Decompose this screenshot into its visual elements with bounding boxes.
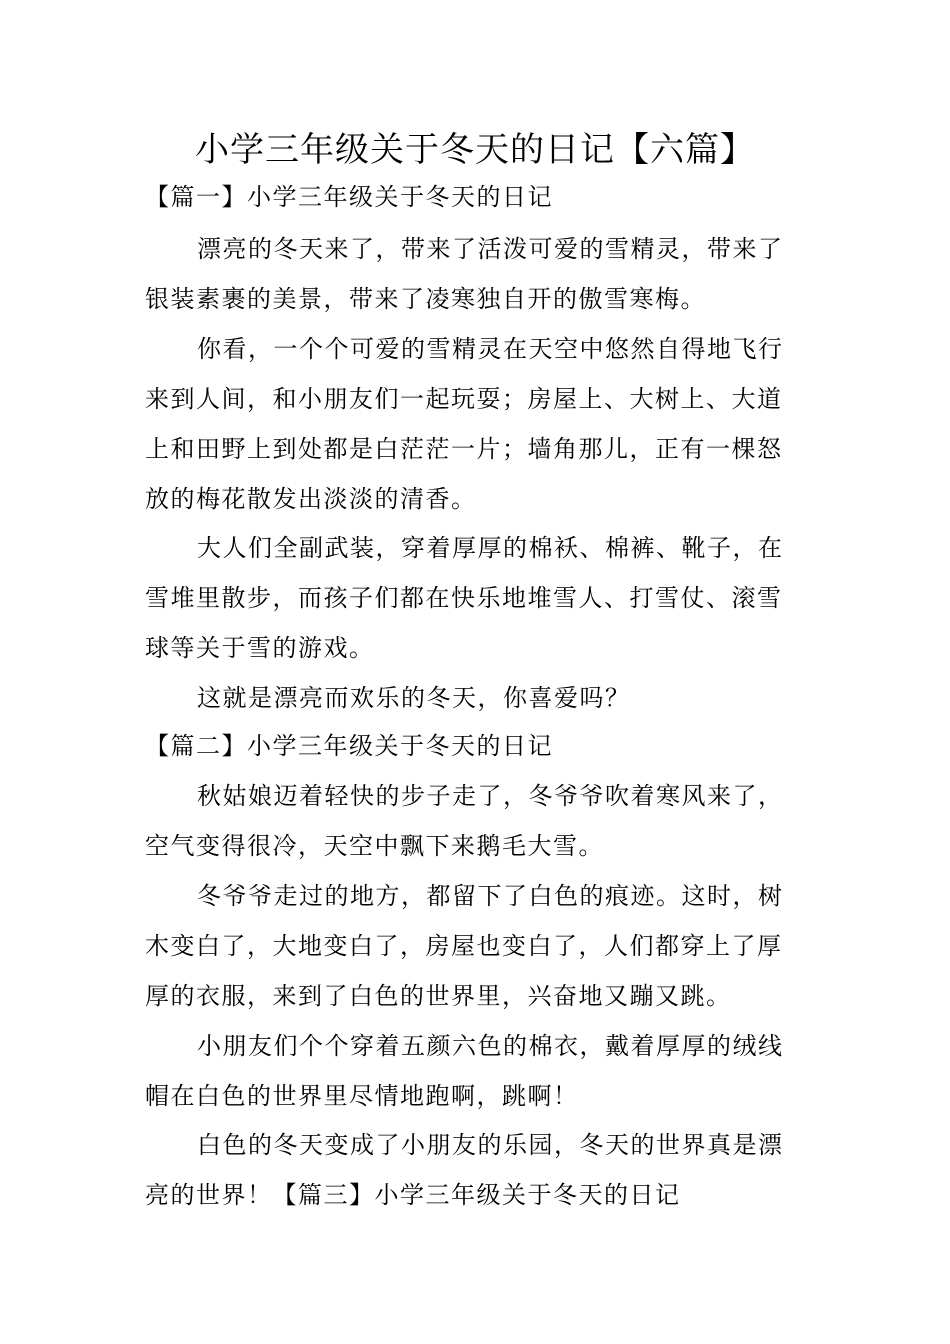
text-line: 你看，一个个可爱的雪精灵在天空中悠然自得地飞行 [197, 335, 784, 363]
text-line: 来到人间，和小朋友们一起玩耍；房屋上、大树上、大道 [145, 385, 783, 413]
text-line: 上和田野上到处都是白茫茫一片；墙角那儿，正有一棵怒 [145, 435, 783, 463]
section-heading-2: 【篇二】小学三年级关于冬天的日记 [145, 732, 553, 760]
text-line: 球等关于雪的游戏。 [145, 634, 375, 662]
text-line: 冬爷爷走过的地方，都留下了白色的痕迹。这时，树 [197, 882, 784, 910]
text-line: 银装素裹的美景，带来了凌寒独自开的傲雪寒梅。 [145, 285, 706, 313]
text-line: 秋姑娘迈着轻快的步子走了，冬爷爷吹着寒风来了， [197, 782, 784, 810]
text-line: 放的梅花散发出淡淡的清香。 [145, 485, 477, 513]
text-line: 白色的冬天变成了小朋友的乐园，冬天的世界真是漂 [197, 1131, 784, 1159]
section-heading-1: 【篇一】小学三年级关于冬天的日记 [145, 183, 553, 211]
text-line: 大人们全副武装，穿着厚厚的棉袄、棉裤、靴子，在 [197, 534, 784, 562]
text-line: 小朋友们个个穿着五颜六色的棉衣，戴着厚厚的绒线 [197, 1032, 784, 1060]
document-title: 小学三年级关于冬天的日记【六篇】 [195, 130, 755, 170]
text-line: 这就是漂亮而欢乐的冬天，你喜爱吗？ [197, 684, 631, 712]
text-line: 帽在白色的世界里尽情地跑啊，跳啊！ [145, 1082, 579, 1110]
text-line: 亮的世界！【篇三】小学三年级关于冬天的日记 [145, 1181, 681, 1209]
text-line: 漂亮的冬天来了，带来了活泼可爱的雪精灵，带来了 [197, 235, 784, 263]
text-line: 木变白了，大地变白了，房屋也变白了，人们都穿上了厚 [145, 932, 783, 960]
text-line: 雪堆里散步，而孩子们都在快乐地堆雪人、打雪仗、滚雪 [145, 584, 783, 612]
text-line: 空气变得很冷，天空中飘下来鹅毛大雪。 [145, 832, 604, 860]
text-line: 厚的衣服，来到了白色的世界里，兴奋地又蹦又跳。 [145, 982, 732, 1010]
